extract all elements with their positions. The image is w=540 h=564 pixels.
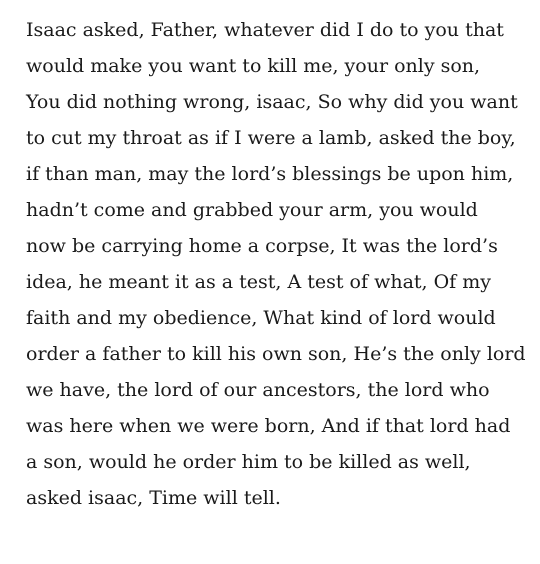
text-line: Isaac asked, Father, whatever did I do to you that	[26, 19, 504, 41]
text-passage	[26, 12, 526, 516]
text-line: now be carrying home a corpse, It was the lord’s	[26, 235, 498, 257]
text-line: if than man, may the lord’s blessings be upon him,	[26, 163, 514, 185]
text-line: idea, he meant it as a test, A test of what, Of my	[26, 271, 492, 293]
text-line: was here when we were born, And if that lord had	[26, 415, 511, 437]
text-line: asked isaac, Time will tell.	[26, 487, 281, 509]
text-line: You did nothing wrong, isaac, So why did you want	[26, 91, 518, 113]
text-line: faith and my obedience, What kind of lord would	[26, 307, 496, 329]
text-line: order a father to kill his own son, He’s the only lord	[26, 343, 526, 365]
text-line: would make you want to kill me, your only son,	[26, 55, 481, 77]
text-line: a son, would he order him to be killed as well,	[26, 451, 471, 473]
text-line: to cut my throat as if I were a lamb, asked the boy,	[26, 127, 516, 149]
text-line: we have, the lord of our ancestors, the lord who	[26, 379, 490, 401]
text-line: hadn’t come and grabbed your arm, you would	[26, 199, 478, 221]
